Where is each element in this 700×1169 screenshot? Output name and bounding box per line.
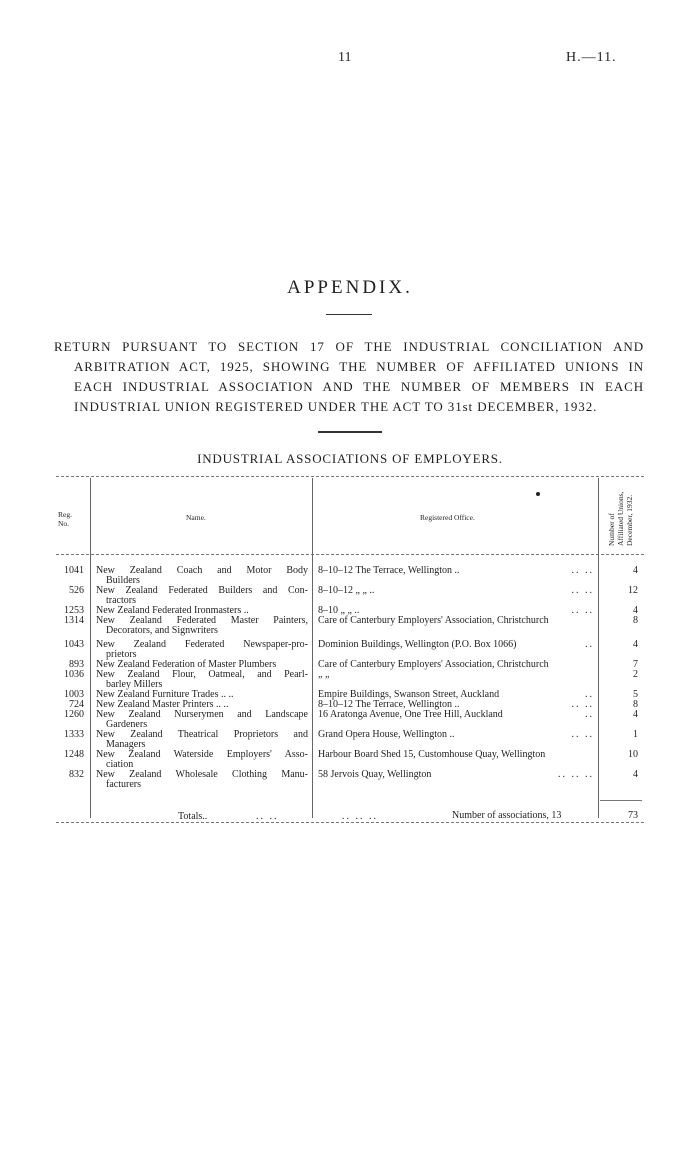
reg-header-line-1: Reg. [58,510,72,519]
registered-office [318,660,594,670]
registered-office [318,616,594,626]
association-name [96,670,308,690]
name-line-1: New Zealand Federation of Master Plumbers [96,659,277,670]
return-title-line-3: EACH INDUSTRIAL ASSOCIATION AND THE NUMBER OF MEMBERS IN EACH [74,379,644,394]
affiliated-unions-count: 4 [633,565,638,576]
ink-dot [536,492,540,496]
name-line-1: New Zealand Federated Builders and Con- [96,585,308,596]
name-line-1: New Zealand Flour, Oatmeal, and Pearl- [96,669,308,680]
name-line-1: New Zealand Furniture Trades .. .. [96,689,234,700]
office-text: 8–10 „ „ .. [318,605,360,616]
column-divider-3 [598,478,599,818]
name-line-2: prietors [106,649,137,660]
name-line-1: New Zealand Theatrical Proprietors and [96,729,308,740]
office-leader-dots: .. .. [571,729,594,740]
name-line-2: facturers [106,779,141,790]
name-line-1: New Zealand Nurserymen and Landscape [96,709,308,720]
reg-number: 1041 [64,565,84,576]
affiliated-unions-count: 5 [633,689,638,700]
office-leader-dots: .. .. [571,565,594,576]
return-title-line-1: RETURN PURSUANT TO SECTION 17 OF THE INDUSTRIAL CONCILIATION AND [54,339,644,354]
reg-number: 1253 [64,605,84,616]
table-header-rule [56,554,644,555]
registered-office [318,770,594,780]
reg-number: 1043 [64,639,84,650]
totals-label: Totals.. [178,811,208,822]
registered-office [318,710,594,720]
office-text: 8–10–12 The Terrace, Wellington .. [318,565,460,576]
number-header-line-1: Number of [607,513,616,546]
document-reference: H.—11. [566,50,617,65]
reg-number: 526 [69,585,84,596]
name-line-1: New Zealand Federated Newspaper-pro- [96,639,308,650]
affiliated-unions-count: 4 [633,605,638,616]
affiliated-unions-count: 2 [633,669,638,680]
office-leader-dots: .. .. [571,699,594,710]
office-leader-dots: .. .. [571,605,594,616]
registered-office [318,586,594,596]
office-text: Empire Buildings, Swanson Street, Auckland [318,689,500,700]
registered-office [318,670,594,680]
office-text: 58 Jervois Quay, Wellington [318,769,432,780]
reg-number: 1036 [64,669,84,680]
association-name [96,616,308,636]
affiliated-unions-count: 1 [633,729,638,740]
office-leader-dots: .. [585,689,594,700]
reg-number: 832 [69,769,84,780]
totals-label-dots: .. .. [256,811,279,822]
reg-number: 1314 [64,615,84,626]
name-line-1: New Zealand Coach and Motor Body [96,565,308,576]
name-line-1: New Zealand Wholesale Clothing Manu- [96,769,308,780]
section-rule [318,431,382,433]
number-header-line-2: Affiliated Unions, [616,491,625,546]
affiliated-unions-count: 4 [633,639,638,650]
name-line-1: New Zealand Federated Ironmasters .. [96,605,249,616]
number-header-line-3: December, 1932. [625,494,634,546]
registered-office [318,730,594,740]
return-title-line-2: ARBITRATION ACT, 1925, SHOWING THE NUMBER OF AFFILIATED UNIONS IN [74,359,644,374]
association-name [96,640,308,660]
name-line-2: Gardeners [106,719,148,730]
name-line-2: tractors [106,595,136,606]
association-name [96,566,308,586]
affiliated-unions-count: 4 [633,709,638,720]
name-line-2: Decorators, and Signwriters [106,625,218,636]
reg-number: 724 [69,699,84,710]
association-name [96,770,308,790]
office-text: Grand Opera House, Wellington .. [318,729,455,740]
office-text: 8–10–12 „ „ .. [318,585,375,596]
association-name [96,730,308,750]
reg-no-header [58,510,88,528]
section-heading: INDUSTRIAL ASSOCIATIONS OF EMPLOYERS. [197,451,503,466]
title-rule [326,314,372,315]
table-bottom-rule [56,822,644,823]
affiliated-unions-total: 73 [628,810,638,821]
office-text: Harbour Board Shed 15, Customhouse Quay, Wellington [318,749,546,760]
office-leader-dots: .. .. [571,585,594,596]
return-title-line-4: INDUSTRIAL UNION REGISTERED UNDER THE ACT TO 31st DECEMBER, 1932. [74,399,598,414]
reg-number: 1248 [64,749,84,760]
registered-office [318,640,594,650]
number-header [605,478,635,548]
office-leader-dots: .. [585,709,594,720]
totals-office-dots: .. .. .. [342,811,378,822]
name-line-1: New Zealand Federated Master Painters, [96,615,308,626]
office-text: Dominion Buildings, Wellington (P.O. Box 1066) [318,639,517,650]
reg-number: 1260 [64,709,84,720]
office-header: Registered Office. [420,513,475,522]
name-line-2: Builders [106,575,140,586]
association-name [96,586,308,606]
affiliated-unions-count: 8 [633,699,638,710]
name-line-1: New Zealand Waterside Employers' Asso- [96,749,308,760]
name-line-2: barley Millers [106,679,163,690]
affiliated-unions-count: 12 [628,585,638,596]
office-text: Care of Canterbury Employers' Association, Christchurch [318,659,549,670]
office-leader-dots: .. [585,639,594,650]
name-line-2: Managers [106,739,146,750]
office-text: „ „ [318,669,330,680]
office-text: 8–10–12 The Terrace, Wellington .. [318,699,460,710]
affiliated-unions-count: 4 [633,769,638,780]
office-leader-dots: .. .. .. [558,769,594,780]
affiliated-unions-count: 8 [633,615,638,626]
registered-office [318,750,594,760]
association-name [96,710,308,730]
table-top-rule [56,476,644,477]
affiliated-unions-count: 7 [633,659,638,670]
name-line-1: New Zealand Master Printers .. .. [96,699,229,710]
associations-count: Number of associations, 13 [452,810,562,821]
reg-number: 1003 [64,689,84,700]
reg-header-line-2: No. [58,519,70,528]
name-line-2: ciation [106,759,134,770]
registered-office [318,566,594,576]
page-number: 11 [338,50,352,65]
appendix-title: APPENDIX. [287,277,413,298]
office-text: 16 Aratonga Avenue, One Tree Hill, Auckland [318,709,503,720]
reg-number: 1333 [64,729,84,740]
affiliated-unions-count: 10 [628,749,638,760]
office-text: Care of Canterbury Employers' Association, Christchurch [318,615,549,626]
column-divider-2 [312,478,313,818]
association-name [96,750,308,770]
return-title [54,337,644,417]
totals-rule [600,800,642,801]
column-divider-1 [90,478,91,818]
name-header: Name. [186,513,206,522]
reg-number: 893 [69,659,84,670]
